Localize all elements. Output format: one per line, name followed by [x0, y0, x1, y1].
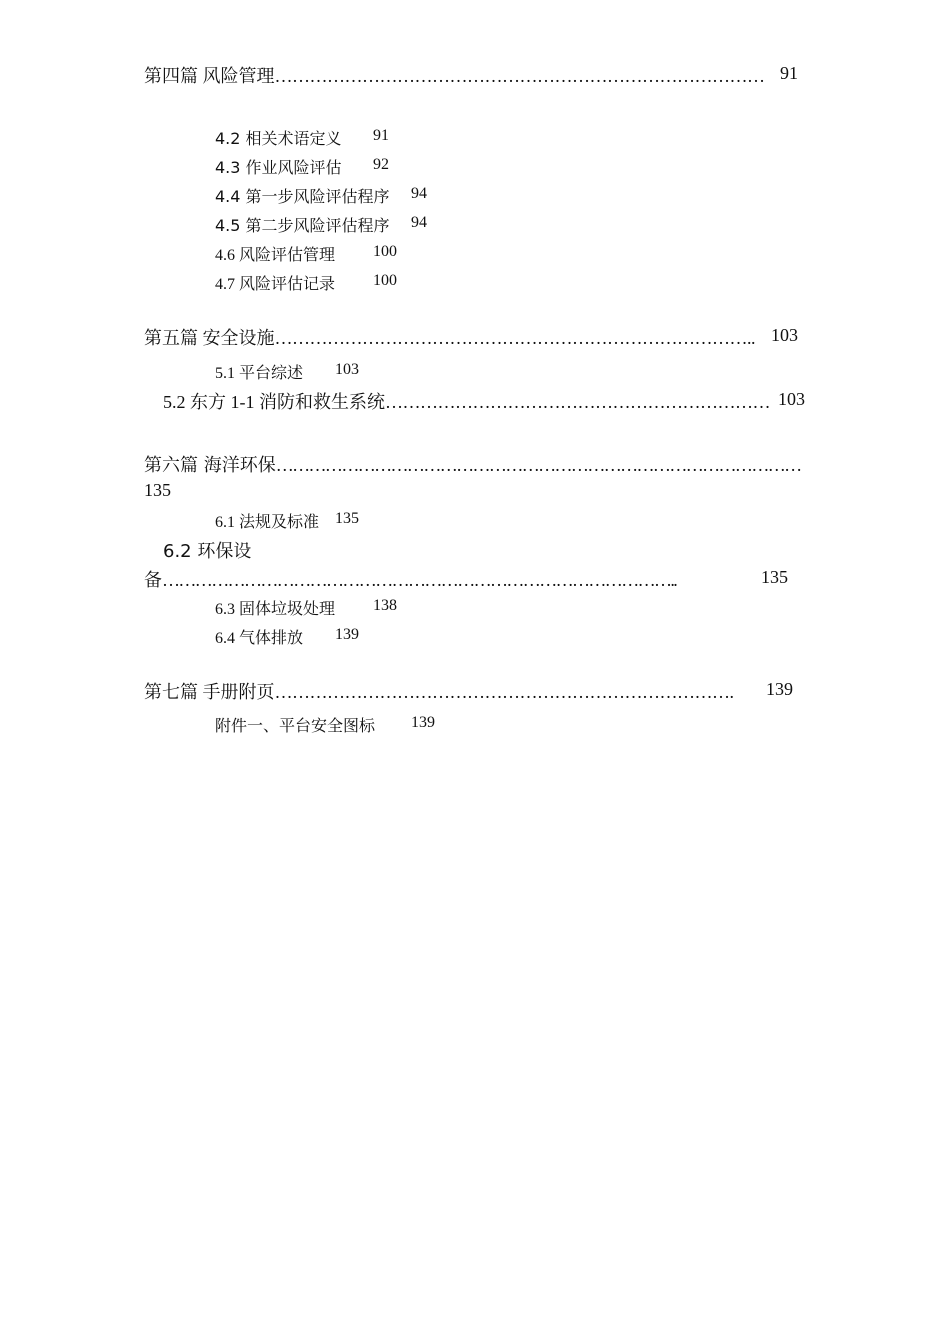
toc-part4-title: 第四篇 风险管理: [144, 66, 275, 86]
toc-part4-page: 91: [780, 63, 798, 83]
toc-item-5-1-page: 103: [335, 361, 359, 378]
toc-appendix-1-page: 139: [411, 714, 435, 731]
toc-item-6-2-leader: …………………………………………………………………………………..: [162, 570, 677, 590]
toc-item-4-5: [215, 213, 390, 236]
toc-item-label: 4.6 风险评估管理: [215, 247, 336, 264]
toc-item-6-1-page: 135: [335, 510, 359, 527]
toc-item-4-2-page: 91: [373, 127, 389, 144]
toc-item-label: 4.3 作业风险评估: [215, 158, 342, 177]
toc-item-4-7-page: 100: [373, 272, 397, 289]
toc-item-4-2: [215, 126, 342, 149]
toc-item-5-1: [215, 360, 303, 383]
toc-part5-leader: ………………………………………………………………………..: [274, 328, 755, 348]
toc-item-6-1: [215, 509, 319, 532]
toc-item-6-3-page: 138: [373, 597, 397, 614]
toc-item-5-2-label: 5.2 东方 1-1 消防和救生系统: [163, 392, 385, 412]
toc-part5-page: 103: [771, 325, 798, 345]
toc-part4-leader: …………………………………………………………………………: [274, 66, 765, 86]
toc-item-5-2: [163, 388, 770, 414]
toc-appendix-1: [215, 713, 375, 736]
toc-item-6-4-page: 139: [335, 626, 359, 643]
toc-part7-title: 第七篇 手册附页: [144, 682, 275, 702]
toc-item-6-4: [215, 625, 303, 648]
toc-item-6-2-label-b: 备: [144, 570, 162, 591]
toc-item-5-2-page: 103: [778, 389, 805, 409]
toc-item-4-7: [215, 271, 335, 294]
toc-part7-entry: [144, 678, 734, 704]
toc-part6-title: 第六篇 海洋环保: [144, 455, 276, 476]
toc-item-label: 4.4 第一步风险评估程序: [215, 187, 390, 206]
toc-item-4-5-page: 94: [411, 214, 427, 231]
toc-item-4-6-page: 100: [373, 243, 397, 260]
toc-part6-entry: [144, 451, 801, 477]
toc-item-label: 4.7 风险评估记录: [215, 276, 336, 293]
toc-part4-entry: [144, 62, 765, 88]
toc-item-label: 4.5 第二步风险评估程序: [215, 216, 390, 235]
toc-item-label: 5.1 平台综述: [215, 365, 304, 382]
toc-item-label: 6.3 固体垃圾处理: [215, 601, 336, 618]
toc-item-6-2-page: 135: [761, 567, 788, 587]
toc-item-6-2: [144, 566, 676, 592]
toc-item-4-4: [215, 184, 390, 207]
toc-part6-leader: ……………………………………………………………………………………: [275, 455, 801, 475]
toc-item-label: 6.4 气体排放: [215, 630, 304, 647]
toc-item-label: 4.2 相关术语定义: [215, 129, 342, 148]
toc-part6-page: 135: [144, 480, 171, 500]
toc-part5-title: 第五篇 安全设施: [144, 328, 275, 348]
toc-item-4-3: [215, 155, 342, 178]
toc-item-4-6: [215, 242, 335, 265]
toc-item-6-3: [215, 596, 335, 619]
toc-item-label: 6.1 法规及标准: [215, 514, 320, 531]
toc-item-label: 附件一、平台安全图标: [215, 718, 376, 735]
toc-part7-page: 139: [766, 679, 793, 699]
toc-part5-entry: [144, 324, 755, 350]
toc-item-6-2-label-a: 6.2 环保设: [163, 541, 252, 562]
toc-item-4-3-page: 92: [373, 156, 389, 173]
toc-item-4-4-page: 94: [411, 185, 427, 202]
toc-part7-leader: …………………………………………………………………….: [274, 682, 734, 702]
toc-item-5-2-leader: …………………………………………………………: [385, 392, 770, 412]
